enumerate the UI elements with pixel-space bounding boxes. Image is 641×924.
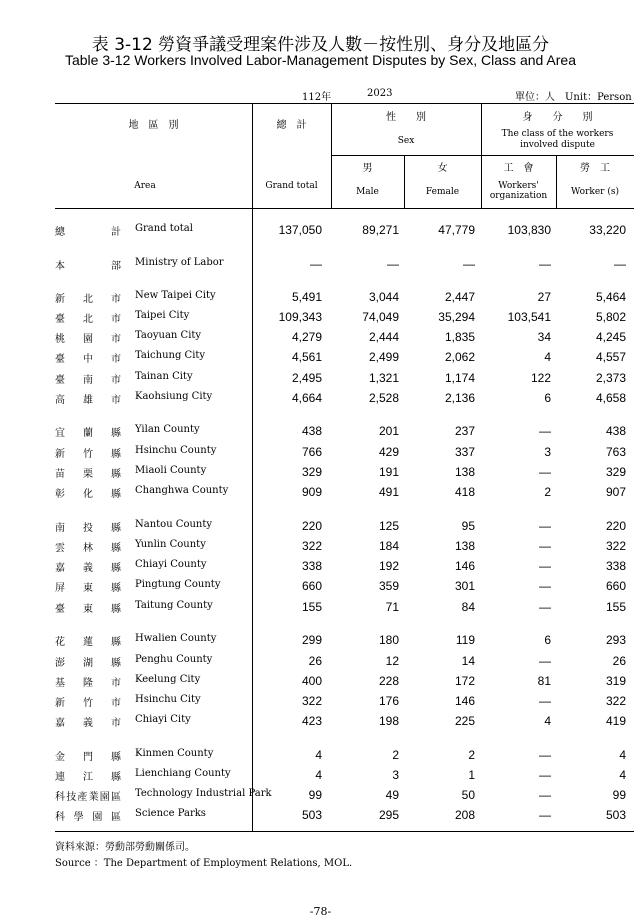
header-worker-chinese: 勞 工: [580, 163, 610, 174]
area-name-english: Nantou County: [135, 519, 213, 530]
table-row: [55, 519, 634, 539]
area-name-chinese: 澎湖縣: [55, 658, 121, 669]
cell-female: 418: [454, 485, 475, 499]
area-name-chinese: 嘉義縣: [55, 563, 121, 574]
cell-male: 74,049: [362, 310, 399, 324]
area-name-english: Pingtung County: [135, 579, 221, 590]
cell-female: 50: [461, 788, 475, 802]
table-row: [55, 559, 634, 579]
area-name-english: Taitung County: [135, 600, 213, 611]
unit-label: 單位：人 Unit：Person: [515, 92, 632, 103]
header-sex-chinese: 性 別: [386, 112, 426, 123]
cell-female: 119: [455, 633, 475, 647]
cell-grand-total: 322: [301, 694, 322, 708]
cell-workers-organization: 103,541: [507, 310, 551, 324]
cell-female: 301: [454, 579, 475, 593]
cell-male: 3,044: [368, 290, 399, 304]
table-row: [55, 600, 634, 620]
cell-grand-total: 438: [301, 424, 322, 438]
cell-grand-total: —: [310, 257, 322, 271]
header-sex-english: Sex: [397, 136, 415, 146]
header-male-chinese: 男: [362, 163, 373, 174]
area-name-english: Chiayi County: [135, 559, 207, 570]
cell-male: 49: [385, 788, 399, 802]
cell-workers: 419: [605, 714, 626, 728]
cell-workers: 293: [605, 633, 626, 647]
area-name-chinese: 臺南市: [55, 375, 121, 386]
cell-workers-organization: —: [539, 579, 551, 593]
area-name-english: Technology Industrial Park: [135, 788, 272, 799]
area-name-chinese: 彰化縣: [55, 489, 121, 500]
header-class-chinese: 身 分 別: [522, 112, 593, 123]
cell-male: 228: [378, 674, 399, 688]
cell-grand-total: 4: [315, 768, 322, 782]
area-name-chinese: 科技產業園區: [55, 792, 121, 803]
cell-workers-organization: —: [539, 559, 551, 573]
cell-grand-total: 26: [308, 654, 322, 668]
cell-grand-total: 423: [301, 714, 322, 728]
cell-grand-total: 99: [308, 788, 322, 802]
cell-grand-total: 400: [301, 674, 322, 688]
cell-male: 125: [378, 519, 399, 533]
cell-female: 146: [454, 559, 475, 573]
cell-workers: 26: [612, 654, 626, 668]
cell-workers-organization: 103,830: [507, 223, 551, 237]
cell-workers-organization: —: [539, 424, 551, 438]
cell-male: 2,528: [368, 391, 399, 405]
cell-female: 1,835: [444, 330, 475, 344]
area-name-english: Tainan City: [135, 371, 193, 382]
area-name-english: Keelung City: [135, 674, 201, 685]
table-row: [55, 633, 634, 653]
cell-female: 337: [454, 445, 475, 459]
cell-grand-total: 4,561: [291, 350, 322, 364]
area-name-english: Grand total: [135, 223, 193, 234]
cell-male: 89,271: [362, 223, 399, 237]
area-name-english: New Taipei City: [135, 290, 216, 301]
cell-female: 237: [454, 424, 475, 438]
area-name-english: Lienchiang County: [135, 768, 231, 779]
cell-workers-organization: —: [539, 654, 551, 668]
cell-male: 180: [378, 633, 399, 647]
header-sub-rule: [331, 155, 634, 156]
area-name-chinese: 臺東縣: [55, 604, 121, 615]
table-row: [55, 768, 634, 788]
area-name-english: Kaohsiung City: [135, 391, 213, 402]
cell-workers: 5,464: [595, 290, 626, 304]
area-name-chinese: 宜蘭縣: [55, 428, 121, 439]
cell-grand-total: 909: [301, 485, 322, 499]
cell-grand-total: 4: [315, 748, 322, 762]
cell-grand-total: 220: [301, 519, 322, 533]
table-row: [55, 808, 634, 828]
area-name-chinese: 金門縣: [55, 752, 121, 763]
header-female-chinese: 女: [437, 163, 448, 174]
cell-workers: 503: [605, 808, 626, 822]
cell-workers: 4: [619, 768, 626, 782]
cell-grand-total: 299: [301, 633, 322, 647]
cell-workers-organization: —: [539, 600, 551, 614]
area-name-english: Ministry of Labor: [135, 257, 224, 268]
area-name-chinese: 屏東縣: [55, 583, 121, 594]
cell-male: 2: [392, 748, 399, 762]
cell-male: 2,444: [368, 330, 399, 344]
cell-female: 2: [468, 748, 475, 762]
table-row: [55, 350, 634, 370]
cell-workers: 4,245: [595, 330, 626, 344]
table-row: [55, 748, 634, 768]
cell-workers: 2,373: [595, 371, 626, 385]
cell-male: 192: [378, 559, 399, 573]
cell-workers: 322: [605, 539, 626, 553]
year-label-chinese: 112年: [302, 92, 332, 103]
cell-female: 138: [454, 539, 475, 553]
cell-male: 198: [378, 714, 399, 728]
cell-workers-organization: 4: [544, 714, 551, 728]
cell-grand-total: 329: [301, 465, 322, 479]
cell-workers-organization: —: [539, 694, 551, 708]
table-row: [55, 223, 634, 243]
table-row: [55, 445, 634, 465]
area-name-english: Hwalien County: [135, 633, 217, 644]
cell-female: 1,174: [444, 371, 475, 385]
area-name-chinese: 新竹縣: [55, 449, 121, 460]
cell-workers-organization: —: [539, 808, 551, 822]
area-name-english: Yunlin County: [135, 539, 206, 550]
area-name-chinese: 雲林縣: [55, 543, 121, 554]
header-total-chinese: 總 計: [276, 120, 307, 131]
cell-workers: 99: [612, 788, 626, 802]
cell-female: 1: [468, 768, 475, 782]
cell-male: 71: [385, 600, 399, 614]
source-note-chinese: 資料來源：勞動部勞動關係司。: [55, 842, 195, 853]
table-row: [55, 391, 634, 411]
cell-workers: 220: [605, 519, 626, 533]
cell-female: 225: [454, 714, 475, 728]
cell-male: —: [387, 257, 399, 271]
table-row: [55, 310, 634, 330]
area-name-chinese: 總計: [55, 227, 121, 238]
cell-grand-total: 5,491: [291, 290, 322, 304]
area-name-english: Taoyuan City: [135, 330, 202, 341]
table-row: [55, 654, 634, 674]
area-name-chinese: 苗栗縣: [55, 469, 121, 480]
cell-male: 176: [378, 694, 399, 708]
area-name-english: Taichung City: [135, 350, 206, 361]
cell-workers: 4: [619, 748, 626, 762]
table-row: [55, 579, 634, 599]
cell-grand-total: 766: [301, 445, 322, 459]
cell-female: 138: [454, 465, 475, 479]
cell-female: 172: [454, 674, 475, 688]
area-name-chinese: 本部: [55, 261, 121, 272]
cell-workers-organization: —: [539, 768, 551, 782]
area-name-english: Chiayi City: [135, 714, 191, 725]
area-name-chinese: 臺中市: [55, 354, 121, 365]
cell-grand-total: 155: [301, 600, 322, 614]
source-note-english: Source ：The Department of Employment Relations, MOL.: [55, 858, 353, 869]
table-row: [55, 465, 634, 485]
cell-workers: 4,658: [595, 391, 626, 405]
cell-grand-total: 4,664: [291, 391, 322, 405]
header-total-english: Grand total: [265, 181, 318, 191]
cell-grand-total: 109,343: [278, 310, 322, 324]
cell-workers: 155: [605, 600, 626, 614]
area-name-english: Taipei City: [135, 310, 190, 321]
cell-workers: 660: [605, 579, 626, 593]
cell-grand-total: 2,495: [291, 371, 322, 385]
cell-male: 295: [378, 808, 399, 822]
cell-workers: 763: [605, 445, 626, 459]
cell-workers-organization: —: [539, 748, 551, 762]
cell-female: 146: [454, 694, 475, 708]
area-name-chinese: 嘉義市: [55, 718, 121, 729]
cell-workers-organization: —: [539, 519, 551, 533]
cell-grand-total: 4,279: [291, 330, 322, 344]
table-row: [55, 424, 634, 444]
header-area-english: Area: [134, 181, 156, 191]
cell-workers-organization: 6: [544, 633, 551, 647]
page-number: -78-: [309, 905, 332, 918]
cell-workers: —: [614, 257, 626, 271]
area-name-english: Science Parks: [135, 808, 206, 819]
cell-grand-total: 660: [301, 579, 322, 593]
table-row: [55, 257, 634, 277]
cell-male: 359: [378, 579, 399, 593]
cell-workers-organization: 6: [544, 391, 551, 405]
header-org-english: Workers' organization: [489, 181, 548, 201]
cell-workers: 322: [605, 694, 626, 708]
header-class-english: The class of the workers involved dispute: [501, 129, 614, 150]
table-row: [55, 330, 634, 350]
cell-workers-organization: —: [539, 465, 551, 479]
area-name-chinese: 新竹市: [55, 698, 121, 709]
cell-female: 2,136: [444, 391, 475, 405]
area-name-chinese: 南投縣: [55, 523, 121, 534]
cell-workers: 438: [605, 424, 626, 438]
cell-male: 3: [392, 768, 399, 782]
cell-female: —: [463, 257, 475, 271]
area-name-chinese: 基隆市: [55, 678, 121, 689]
cell-workers: 33,220: [589, 223, 626, 237]
table-row: [55, 694, 634, 714]
cell-workers-organization: —: [539, 788, 551, 802]
cell-male: 491: [378, 485, 399, 499]
cell-workers-organization: 81: [537, 674, 551, 688]
area-name-chinese: 臺北市: [55, 314, 121, 325]
header-bottom-rule: [55, 208, 634, 209]
area-name-english: Miaoli County: [135, 465, 207, 476]
cell-workers-organization: 34: [537, 330, 551, 344]
cell-workers: 5,802: [595, 310, 626, 324]
header-area-chinese: 地 區 別: [128, 120, 179, 131]
cell-workers: 4,557: [595, 350, 626, 364]
cell-female: 47,779: [438, 223, 475, 237]
cell-male: 429: [378, 445, 399, 459]
cell-male: 1,321: [368, 371, 399, 385]
cell-female: 2,062: [444, 350, 475, 364]
cell-male: 2,499: [368, 350, 399, 364]
cell-workers: 319: [605, 674, 626, 688]
cell-male: 184: [378, 539, 399, 553]
cell-workers: 907: [605, 485, 626, 499]
table-row: [55, 674, 634, 694]
cell-workers: 329: [605, 465, 626, 479]
cell-female: 208: [454, 808, 475, 822]
table-title-english: Table 3-12 Workers Involved Labor-Management Disputes by Sex, Class and Area: [64, 52, 576, 68]
cell-female: 14: [461, 654, 475, 668]
area-name-chinese: 桃園市: [55, 334, 121, 345]
table-row: [55, 485, 634, 505]
area-name-english: Yilan County: [135, 424, 200, 435]
cell-workers-organization: —: [539, 257, 551, 271]
table-row: [55, 714, 634, 734]
table-title-chinese: 表 3-12 勞資爭議受理案件涉及人數－按性別、身分及地區分: [91, 35, 550, 55]
cell-grand-total: 322: [301, 539, 322, 553]
area-name-chinese: 新北市: [55, 294, 121, 305]
cell-grand-total: 338: [301, 559, 322, 573]
cell-female: 84: [461, 600, 475, 614]
table-row: [55, 371, 634, 391]
area-name-english: Kinmen County: [135, 748, 214, 759]
cell-workers-organization: 122: [530, 371, 551, 385]
header-worker-english: Worker (s): [571, 187, 619, 197]
cell-grand-total: 137,050: [278, 223, 322, 237]
cell-workers-organization: 4: [544, 350, 551, 364]
cell-grand-total: 503: [301, 808, 322, 822]
table-row: [55, 290, 634, 310]
cell-workers-organization: 27: [537, 290, 551, 304]
area-name-english: Changhwa County: [135, 485, 229, 496]
header-male-english: Male: [356, 187, 379, 197]
cell-male: 201: [378, 424, 399, 438]
cell-male: 12: [385, 654, 399, 668]
header-org-chinese: 工 會: [503, 163, 534, 174]
table-bottom-rule: [55, 831, 634, 832]
cell-female: 35,294: [438, 310, 475, 324]
cell-workers: 338: [605, 559, 626, 573]
area-name-english: Hsinchu City: [135, 694, 201, 705]
table-row: [55, 539, 634, 559]
table-row: [55, 788, 634, 808]
table-top-rule: [55, 103, 634, 104]
area-name-english: Hsinchu County: [135, 445, 217, 456]
header-female-english: Female: [425, 187, 460, 197]
area-name-chinese: 科學園區: [55, 812, 121, 823]
cell-workers-organization: —: [539, 539, 551, 553]
cell-male: 191: [378, 465, 399, 479]
cell-workers-organization: 3: [544, 445, 551, 459]
area-name-english: Penghu County: [135, 654, 213, 665]
year-label-english: 2023: [367, 88, 393, 99]
area-name-chinese: 花蓮縣: [55, 637, 121, 648]
cell-workers-organization: 2: [544, 485, 551, 499]
area-name-chinese: 連江縣: [55, 772, 121, 783]
area-name-chinese: 高雄市: [55, 395, 121, 406]
cell-female: 2,447: [444, 290, 475, 304]
cell-female: 95: [461, 519, 475, 533]
